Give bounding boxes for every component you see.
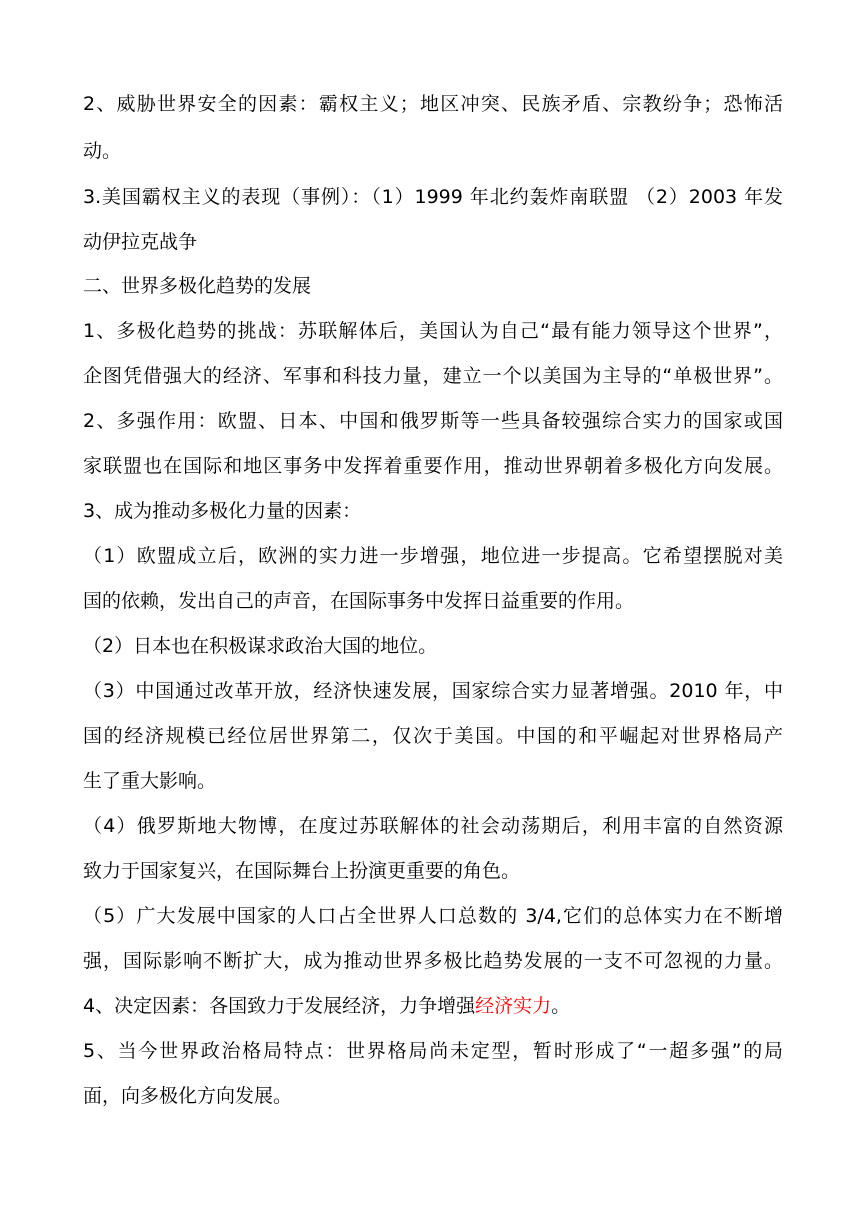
section-heading: 二、世界多极化趋势的发展	[83, 275, 312, 297]
text-line: 国的经济规模已经位居世界第二，仅次于美国。中国的和平崛起对世界格局产	[83, 725, 783, 747]
text-line: 动。	[83, 140, 122, 162]
text-line: 强，国际影响不断扩大，成为推动世界多极比趋势发展的一支不可忽视的力量。	[83, 950, 783, 972]
text-segment: 4、决定因素：各国致力于发展经济，力争增强	[83, 995, 476, 1017]
text-line: （2）日本也在积极谋求政治大国的地位。	[83, 635, 438, 657]
text-line: 3、成为推动多极化力量的因素：	[83, 500, 362, 522]
text-line: （3）中国通过改革开放，经济快速发展，国家综合实力显著增强。2010 年，中	[83, 680, 783, 702]
text-line: 面，向多极化方向发展。	[83, 1085, 293, 1107]
text-line: （5）广大发展中国家的人口占全世界人口总数的 3/4,它们的总体实力在不断增	[83, 905, 783, 927]
text-segment: 。	[551, 995, 571, 1017]
text-line: 动伊拉克战争	[83, 231, 198, 253]
text-line: 企图凭借强大的经济、军事和科技力量，建立一个以美国为主导的“单极世界”。	[83, 365, 783, 387]
text-line: 生了重大影响。	[83, 770, 217, 792]
text-line: 2、威胁世界安全的因素：霸权主义；地区冲突、民族矛盾、宗教纷争；恐怖活	[83, 93, 783, 115]
text-line: （4）俄罗斯地大物博，在度过苏联解体的社会动荡期后，利用丰富的自然资源	[83, 815, 783, 837]
text-line: （1）欧盟成立后，欧洲的实力进一步增强，地位进一步提高。它希望摆脱对美	[83, 545, 783, 567]
text-line: 致力于国家复兴，在国际舞台上扮演更重要的角色。	[83, 860, 521, 882]
text-line: 5、当今世界政治格局特点：世界格局尚未定型，暂时形成了“一超多强”的局	[83, 1040, 783, 1062]
text-line: 1、多极化趋势的挑战：苏联解体后，美国认为自己“最有能力领导这个世界”，	[83, 320, 783, 342]
text-line-with-highlight	[83, 993, 783, 1019]
highlighted-text: 经济实力	[475, 995, 552, 1017]
text-line: 2、多强作用：欧盟、日本、中国和俄罗斯等一些具备较强综合实力的国家或国	[83, 410, 783, 432]
text-line: 家联盟也在国际和地区事务中发挥着重要作用，推动世界朝着多极化方向发展。	[83, 455, 783, 477]
text-line: 3.美国霸权主义的表现（事例）：（1）1999 年北约轰炸南联盟 （2）2003 年发	[83, 186, 783, 208]
text-line: 国的依赖，发出自己的声音，在国际事务中发挥日益重要的作用。	[83, 590, 635, 612]
